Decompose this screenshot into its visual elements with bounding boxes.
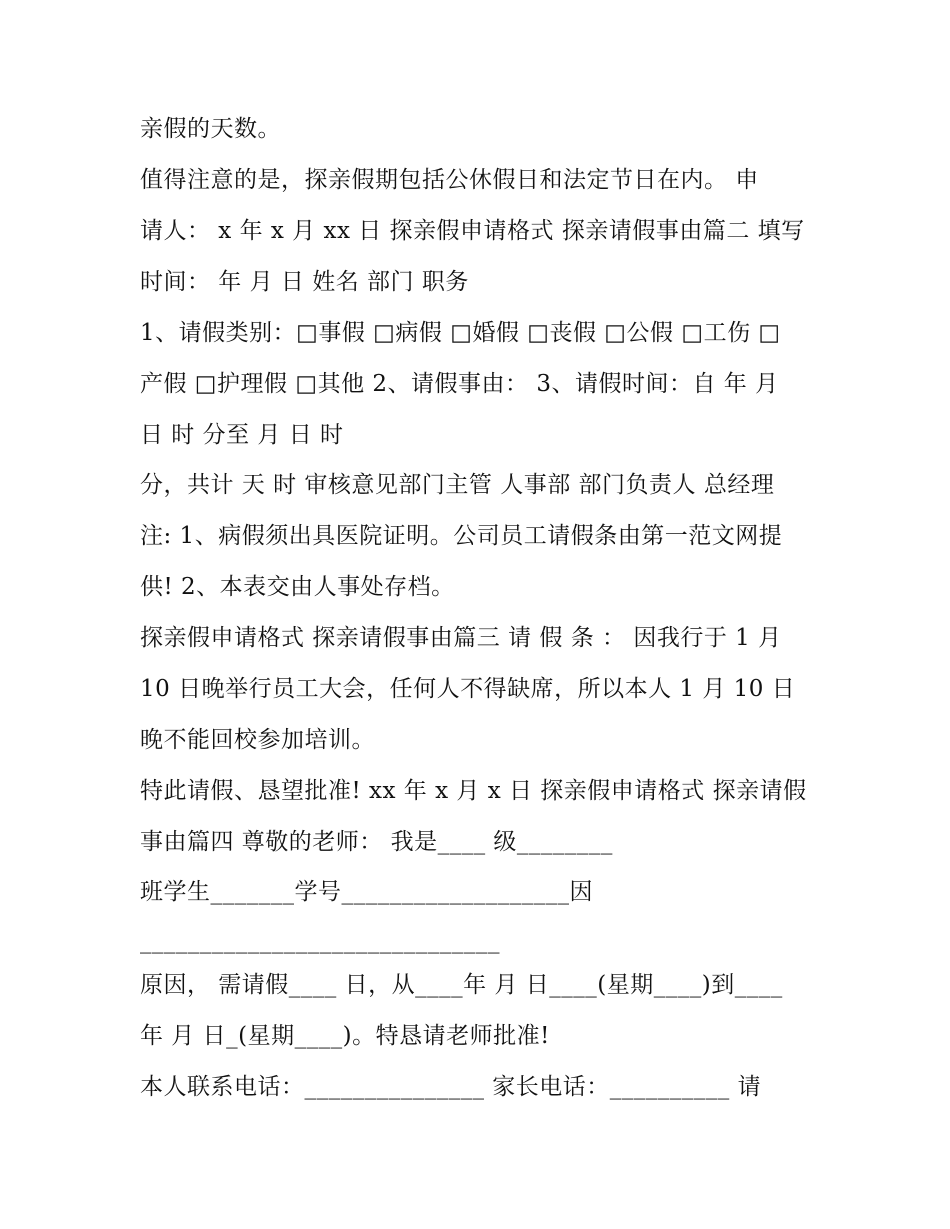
text-line: 1、请假类别：□事假 □病假 □婚假 □丧假 □公假 □工伤 □	[140, 320, 781, 346]
text-line: 晚不能回校参加培训。	[140, 727, 375, 753]
text-line: 10 日晚举行员工大会，任何人不得缺席，所以本人 1 月 10 日	[140, 676, 796, 702]
text-line: 注: 1、病假须出具医院证明。公司员工请假条由第一范文网提	[140, 523, 783, 549]
text-line: 日 时 分至 月 日 时	[140, 422, 344, 448]
blank-underline: ______________________________	[140, 928, 500, 954]
text-line: 供! 2、本表交由人事处存档。	[140, 574, 455, 600]
text-line: 特此请假、恳望批准! xx 年 x 月 x 日 探亲假申请格式 探亲请假	[140, 778, 807, 804]
text-line: 亲假的天数。	[140, 116, 281, 142]
text-line: 原因， 需请假____ 日，从____年 月 日____(星期____)到____	[140, 972, 783, 998]
text-line: 分，共计 天 时 审核意见部门主管 人事部 部门负责人 总经理	[140, 472, 775, 498]
text-line: 产假 □护理假 □其他 2、请假事由： 3、请假时间：自 年 月	[140, 371, 779, 397]
text-line: 本人联系电话：_______________ 家长电话：__________ 请	[140, 1074, 762, 1100]
text-line: 值得注意的是，探亲假期包括公休假日和法定节日在内。 申	[140, 167, 759, 193]
text-line: 请人： x 年 x 月 xx 日 探亲假申请格式 探亲请假事由篇二 填写	[140, 218, 805, 244]
text-line: 班学生_______学号___________________因	[140, 879, 593, 905]
text-line: 探亲假申请格式 探亲请假事由篇三 请 假 条 ： 因我行于 1 月	[140, 625, 782, 651]
text-line: 时间： 年 月 日 姓名 部门 职务	[140, 269, 469, 295]
text-line: 年 月 日_(星期____)。特恳请老师批准!	[140, 1023, 550, 1049]
text-line: 事由篇四 尊敬的老师： 我是____ 级________	[140, 829, 613, 855]
